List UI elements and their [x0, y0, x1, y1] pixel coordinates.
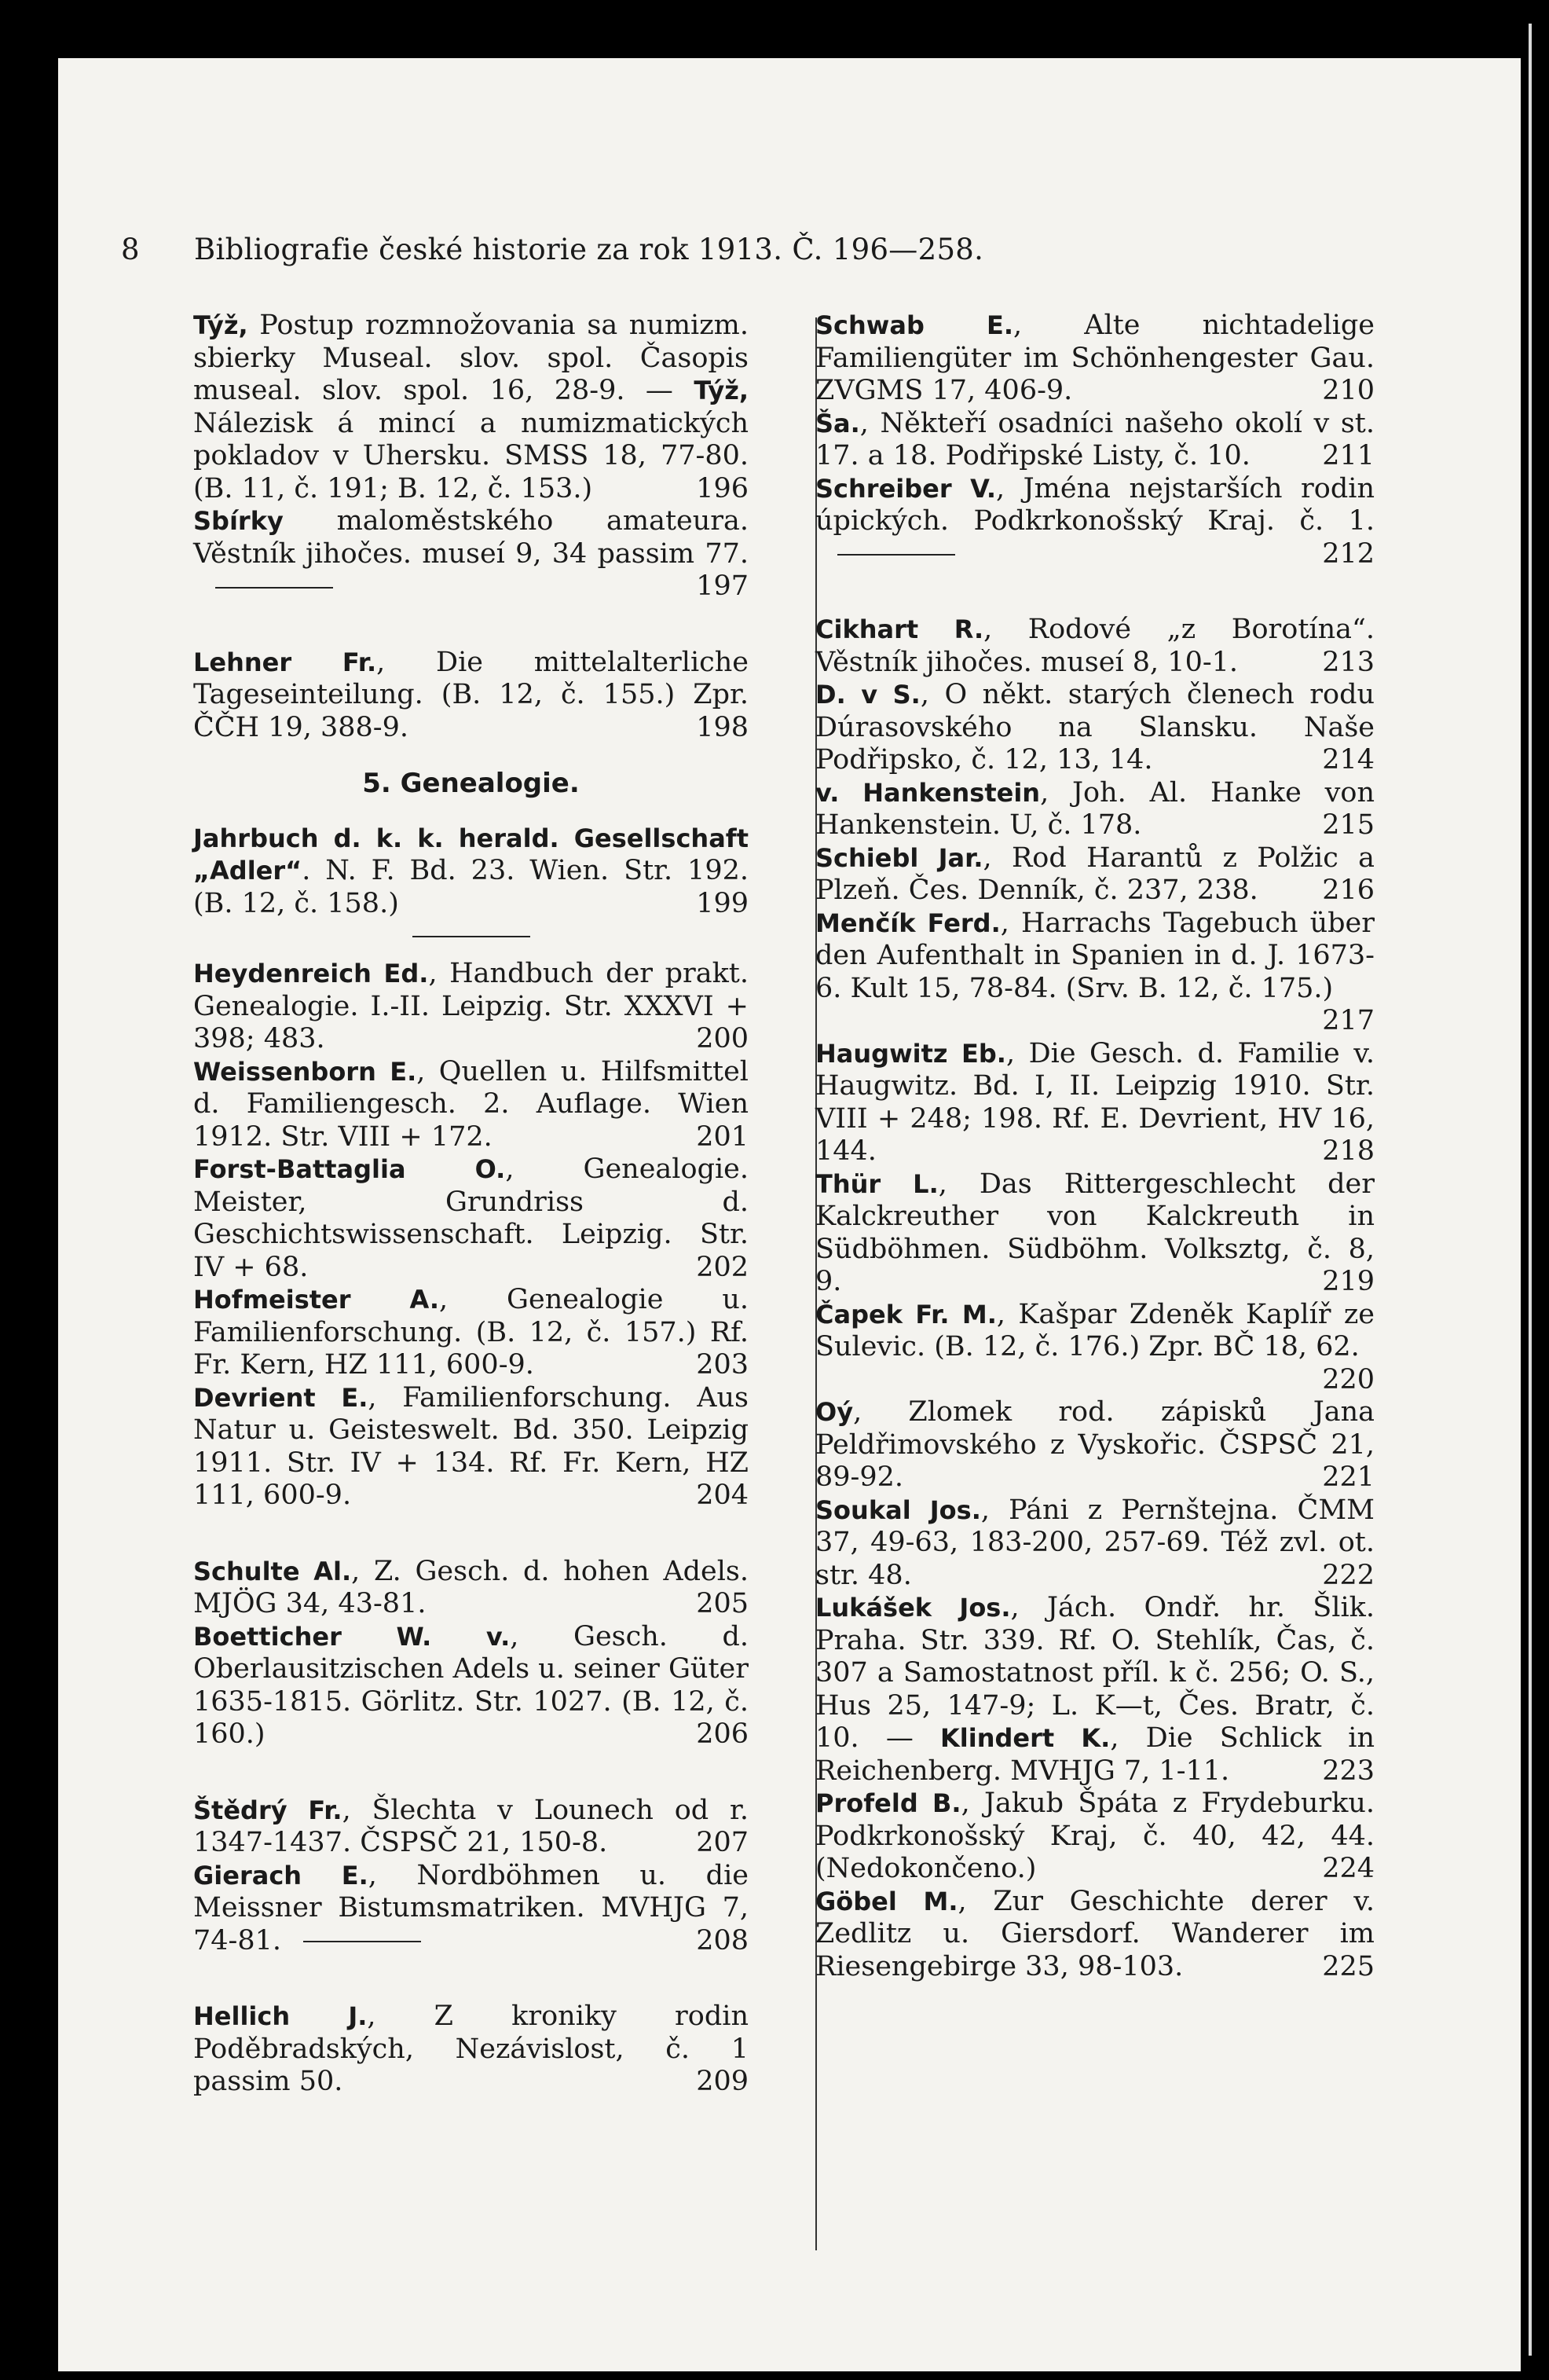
entry-224: [815, 1788, 1375, 1886]
entry-number: 204: [696, 1480, 749, 1511]
entry-210: [815, 310, 1375, 408]
entry-text: , Zlomek rod. zápisků Jana Peldřimovského z Vyskořic. ČSPSČ 21, 89-92.: [815, 1396, 1375, 1493]
entry-211: [815, 408, 1375, 473]
entry-text: , Genealogie u. Familienforschung. (B. 12, č. 157.) Rf. Fr. Kern, HZ 111, 600-9.: [193, 1284, 749, 1381]
entry-author: Sbírky: [193, 506, 284, 536]
entry-text-2: Nálezisk á mincí a numizmatických pokladov v Uhersku. SMSS 18, 77-80. (B. 11, č. 191; B. 12, č. 153.): [193, 407, 749, 504]
entry-text: , Alte nichtadelige Familiengüter im Schönhengester Gau. ZVGMS 17, 406-9.: [815, 310, 1375, 406]
entry-author: v. Hankenstein: [815, 777, 1041, 808]
entry-author: Lukášek Jos.: [815, 1593, 1011, 1623]
entry-author: Göbel M.: [815, 1886, 958, 1916]
entry-text: , Gesch. d. Oberlausitzischen Adels u. seiner Güter 1635-1815. Görlitz. Str. 1027. (B. 12, č. 160.): [193, 1620, 749, 1750]
entry-author: Schreiber V.: [815, 473, 996, 504]
entry-author: Hellich J.: [193, 2001, 368, 2031]
entry-text: , Die Gesch. d. Familie v. Haugwitz. Bd. I, II. Leipzig 1910. Str. VIII + 248; 198. Rf. E. Devrient, HV 16, 144.: [815, 1037, 1375, 1167]
entry-author: Thür L.: [815, 1168, 939, 1199]
entry-author: Schiebl Jar.: [815, 842, 983, 873]
entry-text: , Rod Harantů z Polžic a Plzeň. Čes. Denník, č. 237, 238.: [815, 842, 1375, 906]
entry-number: 215: [1322, 809, 1375, 841]
scan-edge-line: [1529, 24, 1532, 2356]
entry-number: 225: [1322, 1950, 1375, 1982]
entry-206: [193, 1621, 749, 1751]
entry-201: [193, 1056, 749, 1154]
entry-author: Profeld B.: [815, 1788, 961, 1818]
entry-text: , Joh. Al. Hanke von Hankenstein. U, č. 178.: [815, 776, 1375, 841]
entry-214: [815, 679, 1375, 777]
entry-212: [815, 473, 1375, 571]
page-header: [121, 233, 1260, 288]
entry-author: Cikhart R.: [815, 614, 984, 644]
entry-number: 201: [696, 1120, 749, 1153]
entry-223: [815, 1592, 1375, 1788]
entry-text: , Kašpar Zdeněk Kaplíř ze Sulevic. (B. 12, č. 176.) Zpr. BČ 18, 62.: [815, 1298, 1375, 1362]
entry-number: 213: [1322, 646, 1375, 678]
separator-rule: [837, 554, 955, 556]
entry-number: 223: [1322, 1755, 1375, 1787]
entry-218: [815, 1038, 1375, 1168]
entry-205: [193, 1556, 749, 1621]
page-number: 8: [121, 233, 140, 266]
entry-number: 211: [1322, 440, 1375, 471]
entry-215: [815, 777, 1375, 842]
entry-198: [193, 647, 749, 745]
entry-number: 217: [1322, 1005, 1375, 1036]
entry-217: [815, 908, 1375, 1038]
entry-number: 200: [696, 1023, 749, 1054]
entry-219: [815, 1168, 1375, 1299]
entry-author-2: Týž,: [694, 376, 749, 405]
entry-196: [193, 310, 749, 505]
entry-number: 197: [696, 570, 749, 602]
entry-number: 206: [696, 1718, 749, 1750]
entry-209: [193, 2000, 749, 2099]
entry-text: , Nordböhmen u. die Meissner Bistumsmatriken. MVHJG 7, 74-81.: [193, 1859, 749, 1956]
entry-number: 218: [1322, 1135, 1375, 1167]
entry-text: , Die mittelalterliche Tageseinteilung. (B. 12, č. 155.) Zpr. ČČH 19, 388-9.: [193, 646, 749, 743]
entry-text: , O někt. starých členech rodu Dúrasovského na Slansku. Naše Podřipsko, č. 12, 13, 14.: [815, 679, 1375, 776]
entry-number: 209: [696, 2066, 749, 2097]
entry-text: . N. F. Bd. 23. Wien. Str. 192. (B. 12, č. 158.): [193, 855, 749, 919]
entry-author: Forst-Battaglia O.: [193, 1154, 506, 1184]
entry-number: 202: [696, 1251, 749, 1283]
separator-rule: [303, 1941, 421, 1942]
entry-text-2: , Die Schlick in Reichenberg. MVHJG 7, 1-11.: [815, 1722, 1375, 1787]
entry-author: Gierach E.: [193, 1860, 368, 1890]
entry-author: Schulte Al.: [193, 1556, 352, 1586]
left-column: [193, 310, 749, 2099]
entry-author: D. v S.: [815, 680, 921, 710]
entry-text: , Jách. Ondř. hr. Šlik. Praha. Str. 339. Rf. O. Stehlík, Čas, č. 307 a Samostatnost příl. k č. 256; O. S., Hus 25, 147-9; L. K—t, Čes. Bratr, č. 10. —: [815, 1592, 1375, 1754]
entry-text: , Z kroniky rodin Poděbradských, Nezávislost, č. 1 passim 50.: [193, 2000, 749, 2097]
entry-220: [815, 1299, 1375, 1397]
entry-text: , Páni z Pernštejna. ČMM 37, 49-63, 183-200, 257-69. Též zvl. ot. str. 48.: [815, 1494, 1375, 1591]
entry-author: Schwab E.: [815, 310, 1013, 340]
entry-text: , Jakub Špáta z Frydeburku. Podkrkonošský Kraj, č. 40, 42, 44. (Nedokončeno.): [815, 1788, 1375, 1884]
entry-number: 212: [1322, 537, 1375, 570]
entry-author: Lehner Fr.: [193, 647, 377, 677]
entry-text: , Handbuch der prakt. Genealogie. I.-II. Leipzig. Str. XXXVI + 398; 483.: [193, 958, 749, 1054]
entry-number: 208: [696, 1924, 749, 1956]
entry-number: 216: [1322, 875, 1375, 906]
entry-207: [193, 1795, 749, 1860]
entry-number: 224: [1322, 1853, 1375, 1884]
entry-number: 222: [1322, 1559, 1375, 1591]
entry-author: Boetticher W. v.: [193, 1621, 511, 1652]
entry-author: Čapek Fr. M.: [815, 1299, 997, 1329]
entry-number: 214: [1322, 744, 1375, 776]
entry-author: Devrient E.: [193, 1382, 368, 1413]
entry-222: [815, 1494, 1375, 1593]
entry-author: Soukal Jos.: [815, 1494, 981, 1525]
entry-216: [815, 842, 1375, 908]
entry-208: [193, 1860, 749, 1958]
separator-rule: [412, 936, 530, 937]
entry-number: 220: [1322, 1363, 1375, 1395]
entry-number: 221: [1322, 1461, 1375, 1493]
entry-text: , Harrachs Tagebuch über den Aufenthalt in Spanien in d. J. 1673-6. Kult 15, 78-84. (Srv. B. 12, č. 175.): [815, 907, 1375, 1004]
entry-author: Hofmeister A.: [193, 1285, 439, 1315]
entry-text: , Jména nejstarších rodin úpických. Podkrkonošský Kraj. č. 1.: [815, 472, 1375, 537]
entry-200: [193, 958, 749, 1056]
entry-number: 198: [696, 711, 749, 743]
separator-rule: [215, 587, 333, 589]
entry-221: [815, 1396, 1375, 1494]
entry-204: [193, 1382, 749, 1513]
entry-author-2: Klindert K.: [940, 1723, 1111, 1753]
entry-text: , Rodové „z Borotína“. Věstník jihočes. museí 8, 10-1.: [815, 614, 1375, 678]
entry-text: , Šlechta v Lounech od r. 1347-1437. ČSPSČ 21, 150-8.: [193, 1794, 749, 1858]
entry-number: 207: [696, 1827, 749, 1858]
entry-199: [193, 823, 749, 921]
entry-number: 199: [696, 887, 749, 919]
running-title: Bibliografie české historie za rok 1913. Č. 196—258.: [194, 233, 984, 266]
entry-number: 203: [696, 1349, 749, 1381]
entry-202: [193, 1153, 749, 1284]
entry-text: Postup rozmnožovania sa numizm. sbierky Museal. slov. spol. Časopis museal. slov. spol. 16, 28-9. —: [193, 310, 749, 406]
entry-197: [193, 505, 749, 603]
right-column: [815, 310, 1375, 1983]
entry-author: Weissenborn E.: [193, 1056, 417, 1087]
entry-author: Ša.: [815, 408, 860, 438]
entry-author: Týž,: [193, 310, 248, 340]
entry-author: Jahrbuch d. k. k. herald. Gesellschaft „Adler“: [193, 823, 749, 886]
entry-225: [815, 1886, 1375, 1984]
entry-text: , Z. Gesch. d. hohen Adels. MJÖG 34, 43-81.: [193, 1555, 749, 1619]
entry-text: , Das Rittergeschlecht der Kalckreuther von Kalckreuth in Südböhmen. Südböhm. Volksztg, č. 8, 9.: [815, 1168, 1375, 1297]
entry-text: , Familienforschung. Aus Natur u. Geisteswelt. Bd. 350. Leipzig 1911. Str. IV + 134. Rf. Fr. Kern, HZ 111, 600-9.: [193, 1381, 749, 1511]
entry-number: 205: [696, 1588, 749, 1619]
entry-number: 196: [696, 472, 749, 504]
book-page: [58, 58, 1521, 2371]
entry-number: 210: [1322, 375, 1375, 406]
entry-author: Štědrý Fr.: [193, 1795, 342, 1825]
entry-213: [815, 614, 1375, 679]
entry-text: , Quellen u. Hilfsmittel d. Familiengesch. 2. Auflage. Wien 1912. Str. VIII + 172.: [193, 1055, 749, 1153]
entry-author: Heydenreich Ed.: [193, 959, 429, 988]
entry-203: [193, 1284, 749, 1382]
entry-text: , Genealogie. Meister, Grundriss d. Geschichtswissenschaft. Leipzig. Str. IV + 68.: [193, 1153, 749, 1283]
entry-text: maloměstského amateura. Věstník jihočes. museí 9, 34 passim 77.: [193, 505, 749, 570]
entry-author: Menčík Ferd.: [815, 908, 1001, 938]
entry-author: Oý: [815, 1397, 854, 1427]
entry-number: 219: [1322, 1266, 1375, 1297]
section-heading: 5. Genealogie.: [362, 768, 580, 799]
entry-text: , Zur Geschichte derer v. Zedlitz u. Giersdorf. Wanderer im Riesengebirge 33, 98-103.: [815, 1885, 1375, 1982]
entry-text: , Někteří osadníci našeho okolí v st. 17. a 18. Podřipské Listy, č. 10.: [815, 407, 1375, 471]
entry-author: Haugwitz Eb.: [815, 1038, 1006, 1069]
